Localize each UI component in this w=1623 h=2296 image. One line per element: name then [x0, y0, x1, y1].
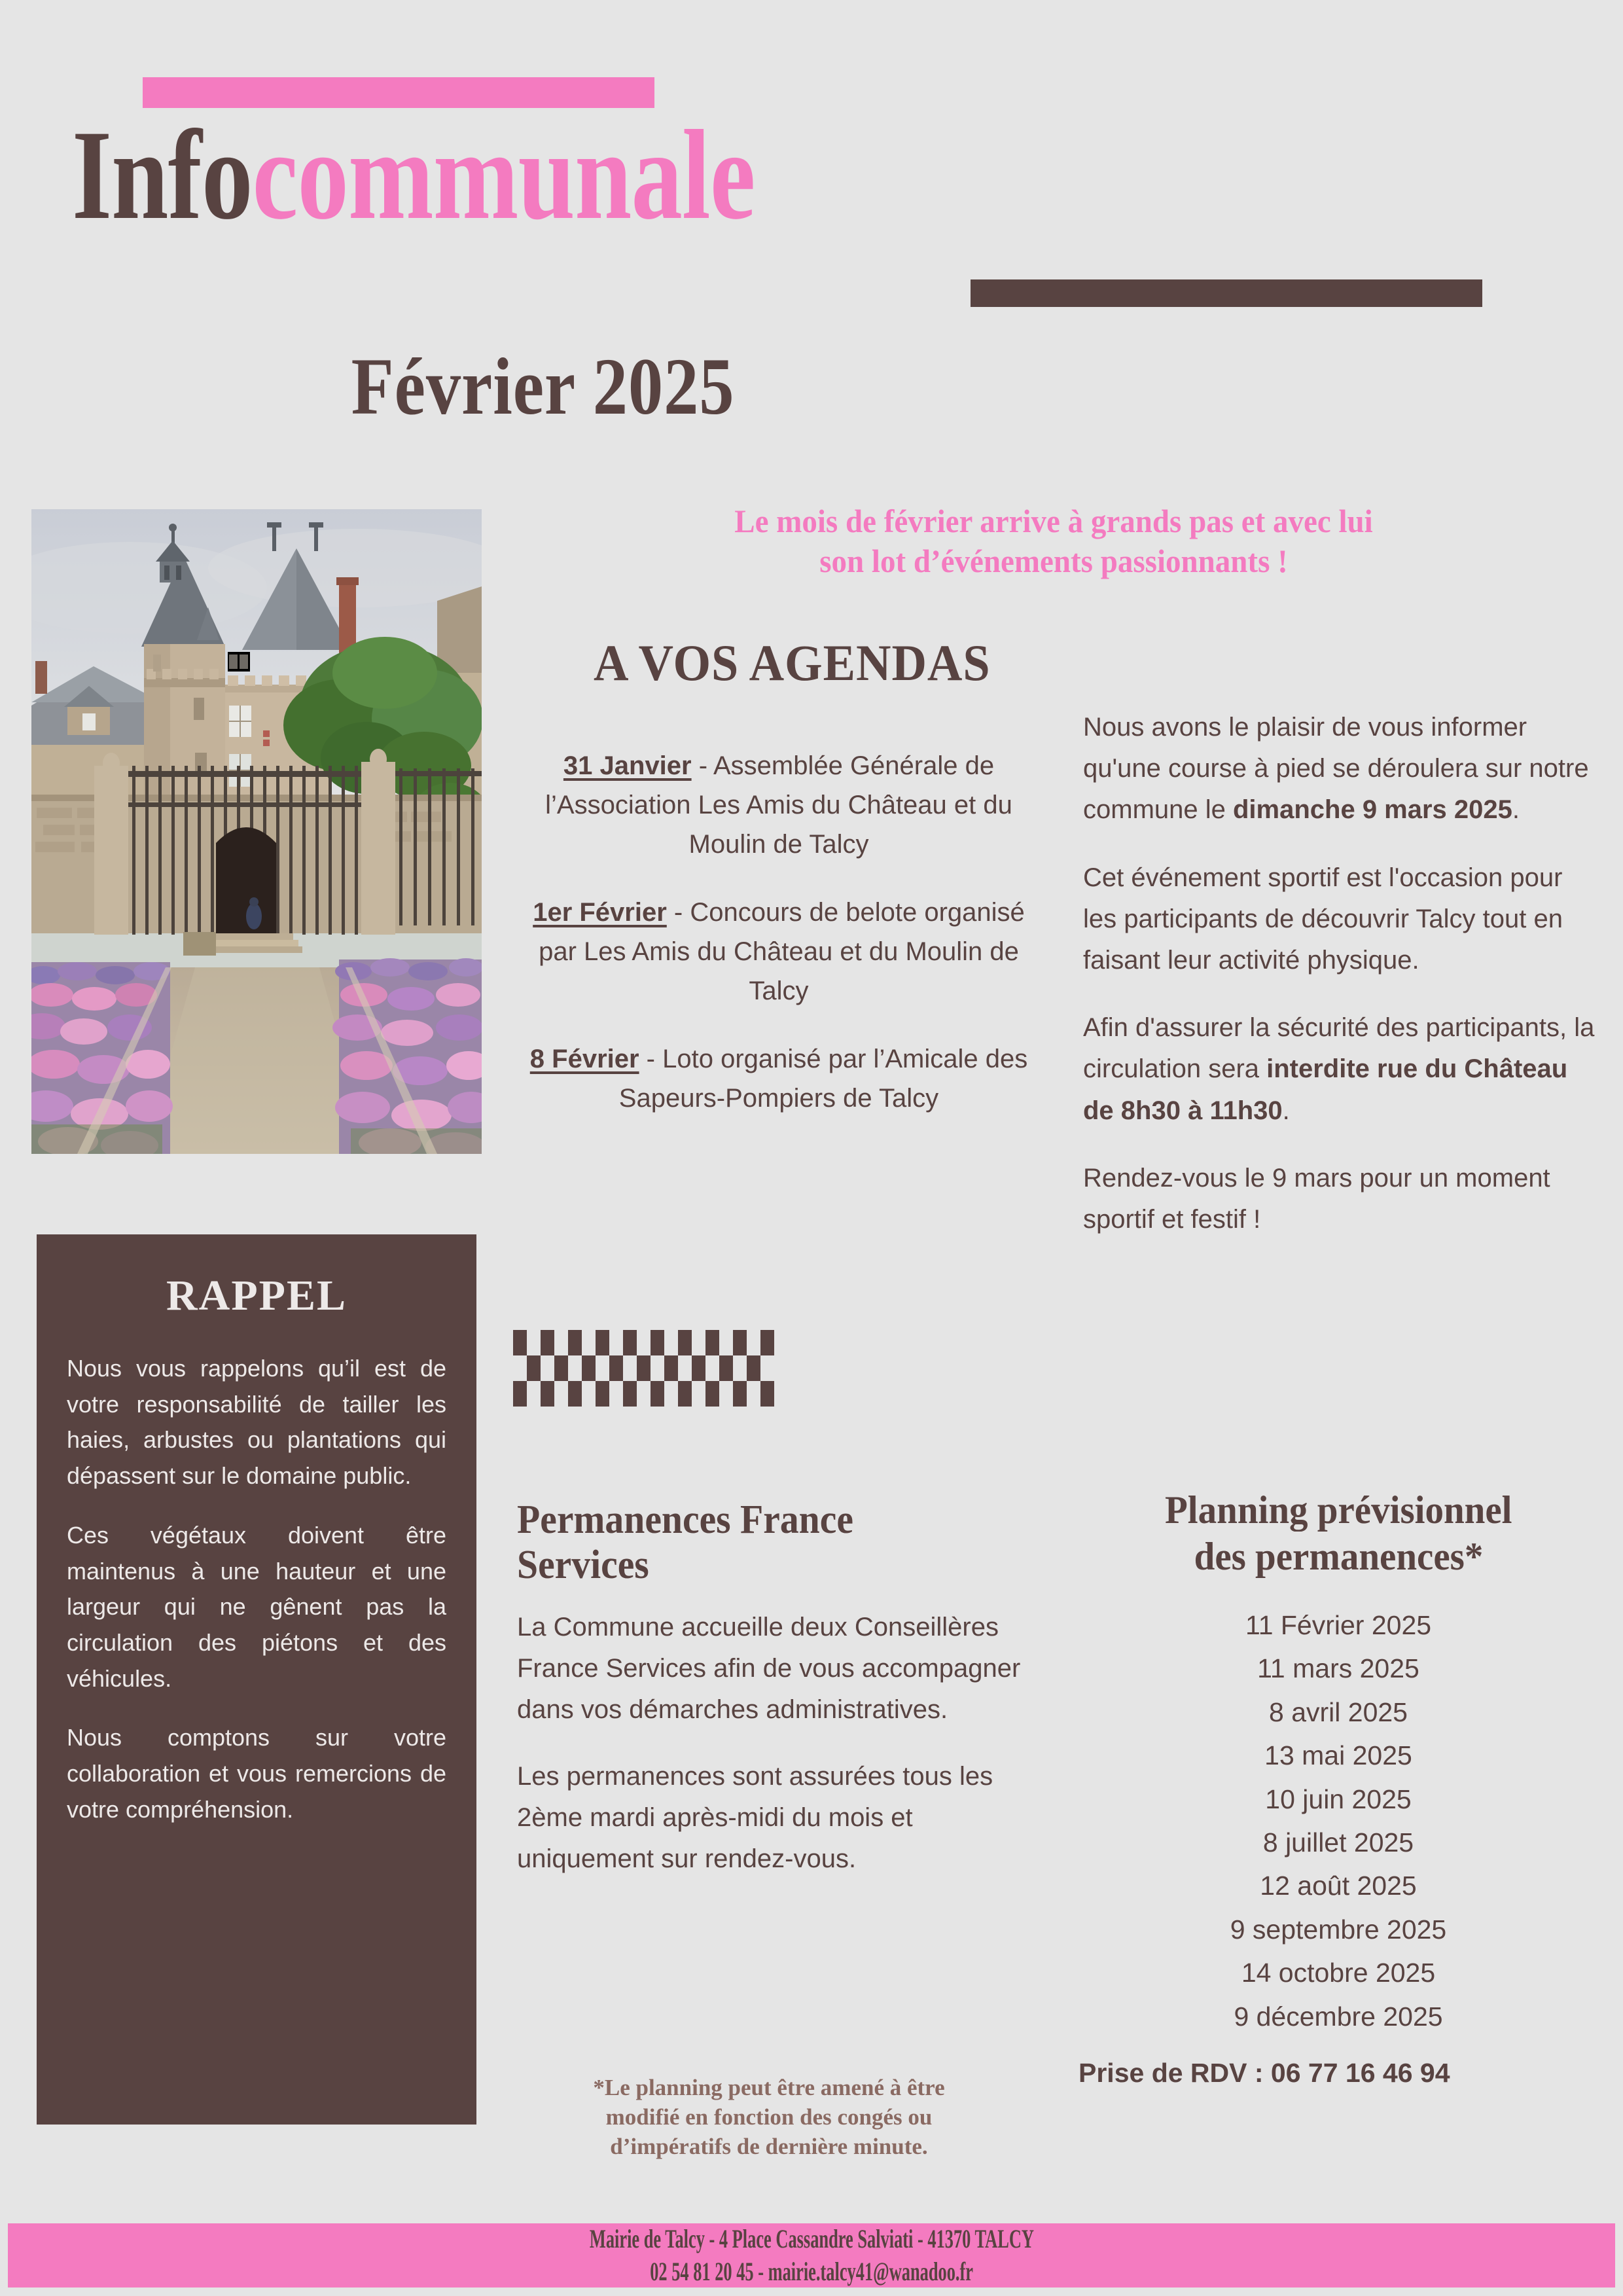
checkerboard-divider [513, 1330, 1010, 1407]
planning-date-row: 13 mai 2025 [1264, 1740, 1412, 1771]
checkerboard-cell [554, 1355, 568, 1381]
planning-date-row: 11 mars 2025 [1257, 1653, 1419, 1684]
agenda-event [517, 1039, 1041, 1118]
checkerboard-cell [637, 1355, 651, 1381]
masthead-title [72, 104, 1171, 246]
race-announcement [1083, 707, 1600, 1240]
agenda-event-date: 31 Janvier [563, 751, 692, 780]
planning-date-row: 12 août 2025 [1260, 1871, 1417, 1901]
checkerboard-cell [678, 1381, 692, 1407]
footer-address: Mairie de Talcy - 4 Place Cassandre Salviati - 41370 TALCY [589, 2224, 1034, 2253]
checkerboard-cell [692, 1355, 705, 1381]
france-services-body [517, 1607, 1034, 1880]
checkerboard-cell [541, 1381, 554, 1407]
agenda-event [517, 893, 1041, 1011]
race-paragraph-4: Rendez-vous le 9 mars pour un moment sportif et festif ! [1083, 1163, 1550, 1234]
planning-date-row: 8 avril 2025 [1269, 1696, 1408, 1727]
checkerboard-cell [527, 1355, 541, 1381]
photo-illustration [31, 509, 482, 1154]
planning-date-row: 8 juillet 2025 [1262, 1827, 1414, 1858]
checkerboard-cell [705, 1381, 719, 1407]
agenda-list [517, 746, 1041, 1118]
chateau-de-talcy-photo [31, 509, 482, 1154]
checkerboard-cell [609, 1355, 623, 1381]
checkerboard-cell [651, 1330, 664, 1355]
france-services-heading [517, 1498, 988, 1588]
masthead-word-info: Info [72, 104, 253, 246]
checkerboard-cell [582, 1355, 596, 1381]
checkerboard-cell [747, 1355, 760, 1381]
race-paragraph-3: Afin d'assurer la sécurité des participants, la circulation sera interdite rue du Château de 8h30 à 11h30. [1083, 1013, 1595, 1125]
france-services-heading-line-2: Services [517, 1543, 649, 1588]
planning-date-row: 14 octobre 2025 [1241, 1958, 1436, 1988]
race-closure-bold: interdite rue du Château de 8h30 à 11h30 [1083, 1054, 1568, 1125]
footer-phone-email: 02 54 81 20 45 - mairie.talcy41@wanadoo.fr [650, 2257, 973, 2286]
race-date-bold: dimanche 9 mars 2025 [1232, 795, 1512, 825]
header-accent-bar-brown [971, 279, 1482, 307]
agenda-event-text: Assemblée Générale de l’Association Les Amis du Château et du Moulin de Talcy [545, 751, 1012, 859]
rappel-paragraph-2: Ces végétaux doivent être maintenus à une hauteur et une largeur qui ne gênent pas la circulation des piétons et des véhicules. [67, 1521, 446, 1692]
agenda-event-date: 1er Février [533, 898, 667, 927]
header-accent-bar-pink [143, 77, 654, 108]
planning-footnote [510, 2073, 1027, 2161]
checkerboard-cell [568, 1330, 582, 1355]
agenda-event-text: Loto organisé par l’Amicale des Sapeurs-Pompiers de Talcy [618, 1045, 1028, 1113]
planning-heading [1073, 1487, 1603, 1580]
checkerboard-cell [705, 1330, 719, 1355]
planning-dates-list [1073, 1604, 1603, 2038]
agenda-event-date: 8 Février [529, 1045, 639, 1073]
checkerboard-cell [513, 1381, 527, 1407]
planning-date-row: 9 septembre 2025 [1230, 1914, 1447, 1945]
checkerboard-cell [541, 1330, 554, 1355]
checkerboard-cell [623, 1330, 637, 1355]
planning-date-row: 10 juin 2025 [1265, 1784, 1412, 1814]
checkerboard-cell [733, 1330, 747, 1355]
checkerboard-cell [678, 1330, 692, 1355]
checkerboard-cell [760, 1330, 774, 1355]
agenda-event [517, 746, 1041, 864]
checkerboard-cell [719, 1355, 733, 1381]
footnote-line-3: d’impératifs de dernière minute. [610, 2133, 928, 2159]
agenda-event-sep: - [666, 898, 690, 927]
tagline [497, 501, 1610, 581]
france-services-heading-line-1: Permanences France [517, 1498, 853, 1542]
checkerboard-cell [568, 1381, 582, 1407]
rappel-heading: RAPPEL [166, 1272, 347, 1319]
france-services-paragraph-2: Les permanences sont assurées tous les 2ème mardi après-midi du mois et uniquement sur rendez-vous. [517, 1761, 993, 1873]
france-services-paragraph-1: La Commune accueille deux Conseillères France Services afin de vous accompagner dans vos démarches administratives. [517, 1613, 1021, 1725]
masthead-word-communale: communale [252, 104, 755, 246]
checkerboard-cell [596, 1381, 609, 1407]
checkerboard-cell [513, 1330, 527, 1355]
race-paragraph-2: Cet événement sportif est l'occasion pour les participants de découvrir Talcy tout en faisant leur activité physique. [1083, 863, 1563, 975]
footer-contact-bar [8, 2223, 1615, 2287]
rappel-paragraph-3: Nous comptons sur votre collaboration et vous remercions de votre compréhension. [67, 1724, 446, 1823]
footnote-line-2: modifié en fonction des congés ou [605, 2104, 933, 2130]
checkerboard-cell [596, 1330, 609, 1355]
checkerboard-cell [760, 1381, 774, 1407]
footnote-line-1: *Le planning peut être amené à être [593, 2075, 945, 2100]
agenda-event-sep: - [691, 751, 713, 780]
checkerboard-cell [733, 1381, 747, 1407]
planning-date-row: 9 décembre 2025 [1234, 2001, 1443, 2032]
checkerboard-cell [664, 1355, 678, 1381]
planning-heading-line-2: des permanences* [1194, 1534, 1483, 1578]
checkerboard-cell [651, 1381, 664, 1407]
rappel-panel [37, 1234, 476, 2125]
issue-date: Février 2025 [351, 342, 735, 431]
race-paragraph-1: Nous avons le plaisir de vous informer qu'une course à pied se déroulera sur notre commune le dimanche 9 mars 2025. [1083, 713, 1589, 825]
planning-heading-line-1: Planning prévisionnel [1164, 1488, 1512, 1532]
tagline-line-2: son lot d’événements passionnants ! [819, 543, 1288, 579]
rappel-paragraph-1: Nous vous rappelons qu’il est de votre responsabilité de tailler les haies, arbustes ou plantations qui dépassent sur le domaine public. [67, 1355, 446, 1490]
agenda-heading: A VOS AGENDAS [593, 634, 991, 691]
checkerboard-cell [623, 1381, 637, 1407]
agenda-event-sep: - [639, 1045, 663, 1073]
agenda-event-text: Concours de belote organisé par Les Amis du Château et du Moulin de Talcy [539, 898, 1025, 1005]
planning-date-row: 11 Février 2025 [1245, 1610, 1432, 1640]
tagline-line-1: Le mois de février arrive à grands pas et avec lui [734, 503, 1373, 539]
rdv-phone: Prise de RDV : 06 77 16 46 94 [1079, 2058, 1450, 2088]
